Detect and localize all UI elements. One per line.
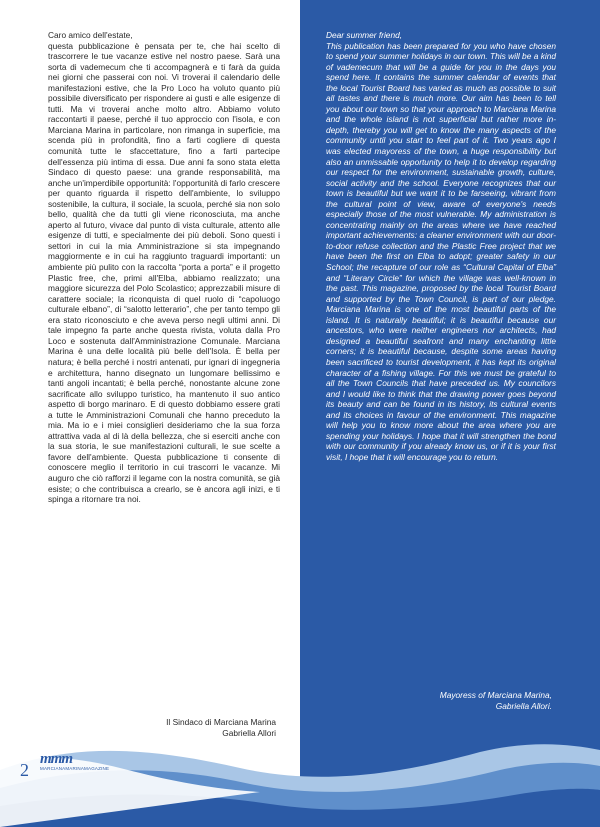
italian-letter	[48, 30, 280, 505]
italian-body: questa pubblicazione è pensata per te, che hai scelto di trascorrere le tue vacanze estive nel nostro paese. Sarà una sorta di vademecum che ti accompagnerà e ti farà da guida nei giorni che passerai con noi. Vi troverai il calendario delle manifestazioni estive, che la Pro Loco ha voluto quanto più possibile diversificato per rispondere ai gusti e alle esigenze di tutti. Ma vi troverai anche molto altro. Abbiamo voluto raccontarti il paese, perché il tuo approccio con l'isola, e con Marciana Marina in particolare, non rimanga in superficie, ma scenda più in profondità, fino a farti cogliere di questa comunità tutte le sfaccettature, fino a farti partecipe dell'essenza più intima di essa. Due anni fa sono stata eletta Sindaco di questo paese: una grande responsabilità, ma anche un'imperdibile opportunità: l'opportunità di farlo crescere per quanto riguarda il rispetto dell'ambiente, lo sviluppo sostenibile, la cultura, il sociale, la scuola, perché sia non solo bello, qualità che da tutti gli viene riconosciuta, ma anche aperto al futuro, vivace dal punto di vista culturale, attento alle esigenze di tutti, e specialmente dei più deboli. Sono questi i settori in cui la mia Amministrazione si sta impegnando maggiormente e in cui ha raggiunto traguardi importanti: un ambiente più pulito con la raccolta “porta a porta” e il progetto Plastic free, che, primi all'Elba, abbiamo realizzato; una maggiore sicurezza del Polo Scolastico; apprezzabili misure di carattere sociale; la riconquista di quel ruolo di “capoluogo culturale elbano”, di “salotto letterario”, che per tanto tempo gli era stato riconosciuto e che aveva perso negli ultimi anni. Di tale impegno fa parte anche questa rivista, voluta dalla Pro Loco e sostenuta dall'Amministrazione Comunale. Marciana Marina è una delle località più belle dell'Isola. È bella per natura; è bella perché i nostri antenati, pur ignari di ingegneria e architettura, hanno disegnato un lungomare bellissimo e tanti angoli incantati; è bella perché, nonostante alcune zone sacrificate allo sviluppo turistico, ha mantenuto il suo antico aspetto di borgo marinaro. E di questo dobbiamo essere grati a tutte le Amministrazioni Comunali che hanno preceduto la mia. Ma io e i miei consiglieri desideriamo che la sua forza attrattiva vada al di là della bellezza, che si eserciti anche con la sua storia, le sue manifestazioni culturali, le sue scelte a favore dell'ambiente. Questa pubblicazione ti consente di conoscere meglio il territorio in cui trascorri le vacanze. Mi auguro che ciò rafforzi il legame con la nostra comunità, se già esiste; o che contribuisca a crearlo, se è ancora agli inizi, e ti spinga a ritornare tra noi.	[48, 40, 280, 505]
italian-signature-title: Il Sindaco di Marciana Marina	[166, 717, 276, 727]
english-signature	[332, 690, 552, 711]
english-signature-name: Gabriella Allori.	[495, 700, 552, 711]
footer-waves	[0, 727, 600, 827]
english-signature-title: Mayoress of Marciana Marina,	[439, 690, 552, 700]
english-greeting: Dear summer friend,	[326, 30, 403, 40]
page-number: 2	[20, 760, 29, 780]
english-body: This publication has been prepared for you who have chosen to spend your summer holidays in our town. This will be a kind of vademecum that will be a guide for you in the days you spend here. It contains the summer calendar of events that the local Tourist Board has varied as much as possible to suit all tastes and there is much more. Our aim has been to tell you about our town so that your approach to Marciana Marina and the whole island is not superficial but rather more in-depth, thereby you will get to know the many aspects of the community until you start to feel part of it. Two years ago I was elected mayoress of the town, a huge responsibility but also an unmissable opportunity to help it to develop regarding our respect for the environment, sustainable growth, culture, social activity and the school. Everyone recognizes that our town is beautiful but we want it to be farseeing, vibrant from the cultural point of view, aware of everyone's needs especially those of the most vulnerable. My administration is concentrating mainly on the areas where we have reached important achievements: a cleaner environment with our door-to-door refuse collection and the Plastic Free project that we have been the first on Elba to adopt; greater safety in our School; the recapture of our role as “Cultural Capital of Elba” and “Literary Circle” for which the village was well-known in the past. This magazine, proposed by the local Tourist Board and supported by the Town Council, is part of our pledge. Marciana Marina is one of the most beautiful parts of the island. It is naturally beautiful; it is beautiful because our ancestors, who were neither engineers nor architects, had designed a beautiful seafront and many enchanting little corners; it is beautiful because, despite some areas having been sacrificed to tourist development, it has kept its original character of a fishing village. For this we must be grateful to all the Town Councils that have preceded us. My councilors and I would like to think that the drawing power goes beyond its beauty and can be found in its history, its cultural events and its choices in favour of the environment. This magazine will help you to know more about the area where you are spending your holidays. I hope that it will strengthen the bond with our community if you already know us, or if it is your first visit, I hope that it will encourage you to return.	[326, 40, 556, 462]
logo-subtitle: MARCIANAMARINAMAGAZINE	[40, 766, 110, 771]
logo-mark: mmm	[40, 751, 73, 767]
english-letter	[326, 30, 556, 462]
italian-signature-name: Gabriella Allori	[222, 727, 276, 738]
magazine-logo	[40, 752, 130, 778]
italian-greeting: Caro amico dell'estate,	[48, 30, 133, 40]
